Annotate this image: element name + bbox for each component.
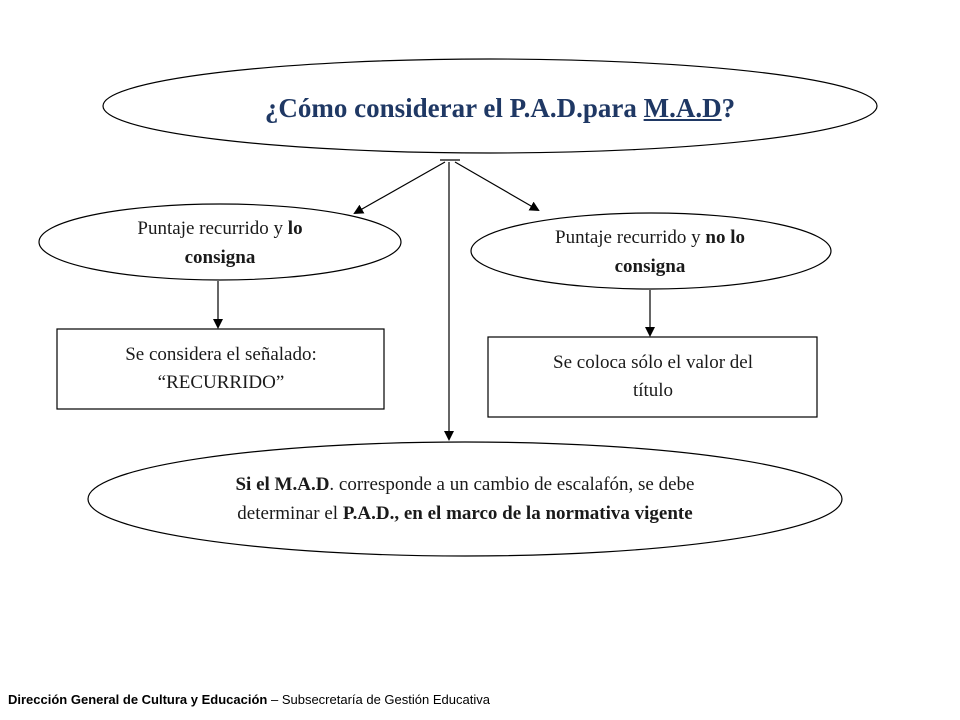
footer-credit [8, 692, 490, 707]
arrow-to-right-oval [455, 162, 538, 210]
title-prefix: ¿Cómo considerar el P.A.D.para [264, 92, 644, 123]
left-box-line-2: “RECURRIDO” [157, 372, 285, 393]
right-oval-label [500, 220, 800, 284]
title-underlined: M.A.D [643, 92, 722, 123]
right-oval-text-bold-1: no lo [705, 227, 745, 248]
bottom-normal-1: . corresponde a un cambio de escalafón, se debe [329, 474, 695, 495]
right-box-label [490, 338, 816, 416]
right-box-line-2: título [632, 380, 674, 401]
diagram-title [150, 80, 850, 136]
bottom-bold-2: P.A.D., en el marco de la normativa vigente [342, 503, 693, 524]
left-box-label [58, 330, 384, 408]
left-oval-text-bold-2: consigna [184, 247, 256, 268]
right-oval-text-normal: Puntaje recurrido y [555, 227, 706, 248]
footer-normal: – Subsecretaría de Gestión Educativa [267, 692, 490, 707]
left-oval-label [60, 212, 380, 274]
footer-bold: Dirección General de Cultura y Educación [8, 692, 268, 707]
arrow-to-left-oval [355, 162, 445, 213]
bottom-normal-2: determinar el [237, 503, 343, 524]
left-oval-text-normal: Puntaje recurrido y [137, 218, 288, 239]
left-box-line-1: Se considera el señalado: [125, 344, 317, 365]
title-suffix: ? [721, 92, 736, 123]
left-oval-text-bold-1: lo [287, 218, 303, 239]
bottom-bold-1: Si el M.A.D [235, 474, 330, 495]
bottom-oval-label [130, 466, 800, 532]
right-oval-text-bold-2: consigna [614, 256, 686, 277]
right-box-line-1: Se coloca sólo el valor del [553, 352, 753, 373]
